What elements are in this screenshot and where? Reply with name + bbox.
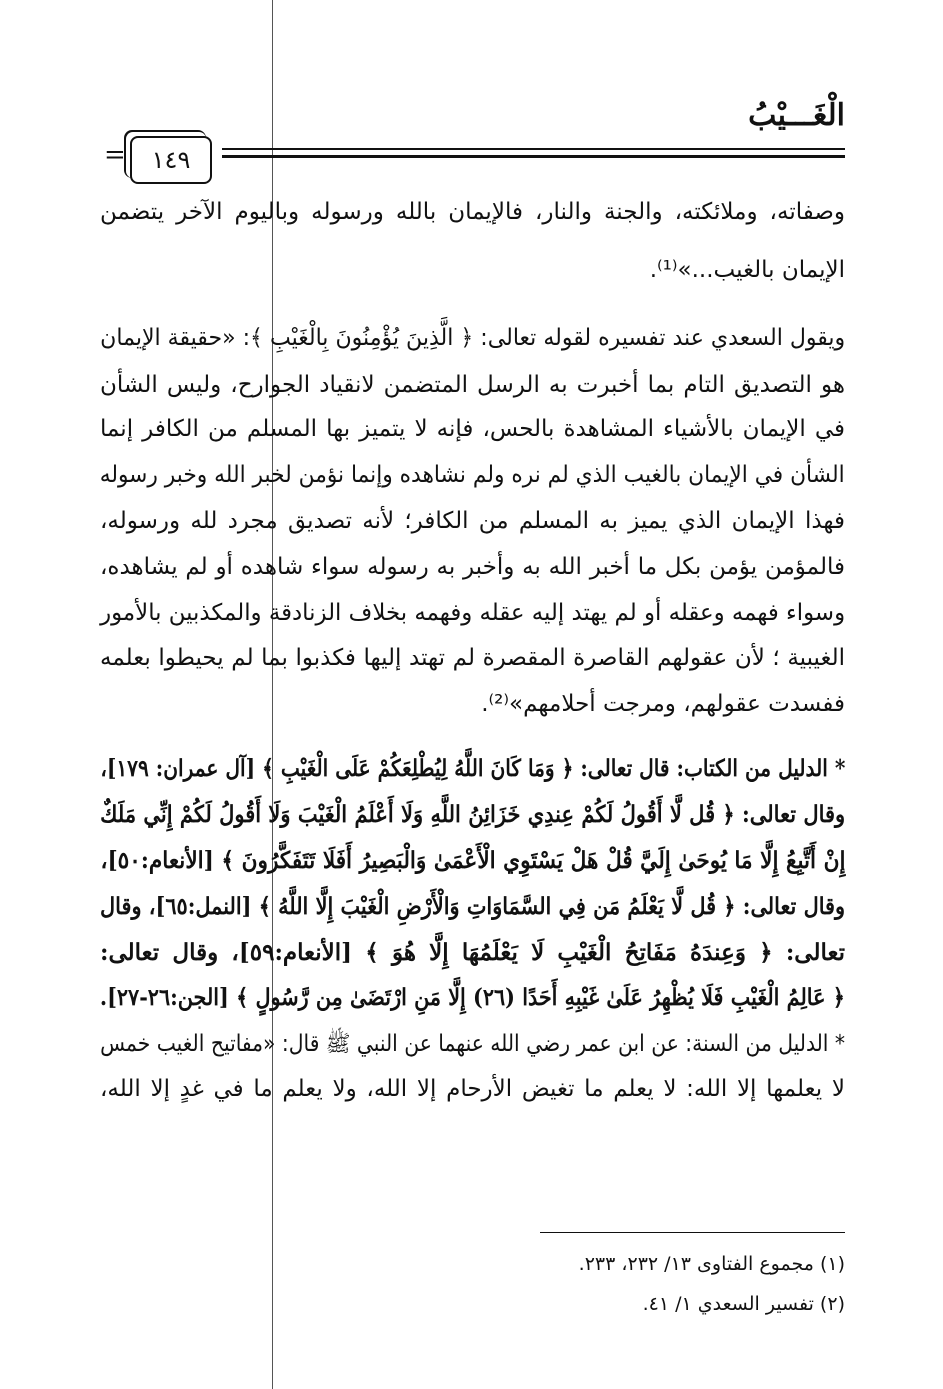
header-rule bbox=[222, 155, 845, 158]
body-line: فالمؤمن يؤمن بكل ما أخبر الله به وأخبر به رسوله سواء شاهده أو لم يشاهده، bbox=[100, 554, 845, 580]
body-line: فهذا الإيمان الذي يميز به المسلم من الكافر؛ لأنه تصديق مجرد لله ورسوله، bbox=[100, 508, 845, 534]
body-line: هو التصديق التام بما أخبرت به الرسل المتضمن لانقياد الجوارح، وليس الشأن bbox=[100, 372, 845, 398]
body-line: الغيبية ؛ لأن عقولهم القاصرة المقصرة لم تهتد إليها فكذبوا بما لم يحيطوا بعلمه bbox=[100, 645, 845, 671]
body-line: في الإيمان بالأشياء المشاهدة بالحس، فإنه لا يتميز بها المسلم من الكافر إنما bbox=[100, 416, 845, 442]
page-number: ١٤٩ bbox=[130, 136, 212, 184]
body-line: ففسدت عقولهم، ومرجت أحلامهم»⁽²⁾. bbox=[481, 691, 845, 717]
quran-line: تعالى: ﴿ وَعِندَهُ مَفَاتِحُ الْغَيْبِ لَا يَعْلَمُهَا إِلَّا هُوَ ﴾ [الأنعام:٥٩]، وقال تعالى: bbox=[100, 939, 845, 966]
header-rule bbox=[222, 148, 845, 150]
body-line: وسواء فهمه وعقله أو لم يهتد إليه عقله وفهمه بخلاف الزنادقة والمكذبين بالأمور bbox=[99, 600, 845, 626]
body-line: لا يعلمها إلا الله: لا يعلم ما تغيض الأرحام إلا الله، ولا يعلم ما في غدٍ إلا الله، bbox=[100, 1076, 845, 1102]
body-line: * الدليل من الكتاب: قال تعالى: ﴿ وَمَا كَانَ اللَّهُ لِيُطْلِعَكُمْ عَلَى الْغَيْبِ ﴾ [آل عمران: ١٧٩]، bbox=[99, 755, 845, 782]
quran-line: وقال تعالى: ﴿ قُل لَّا أَقُولُ لَكُمْ عِندِي خَزَائِنُ اللَّهِ وَلَا أَعْلَمُ الْغَيْبَ وَلَا أَقُولُ لَكُمْ إِنِّي مَلَكٌ bbox=[99, 801, 845, 828]
footnote-rule bbox=[540, 1232, 845, 1233]
body-line: الإيمان بالغيب...»⁽¹⁾. bbox=[649, 257, 845, 283]
body-line: ويقول السعدي عند تفسيره لقوله تعالى: ﴿ الَّذِينَ يُؤْمِنُونَ بِالْغَيْبِ ﴾: «حقيقة الإيمان bbox=[99, 325, 845, 351]
body-line: * الدليل من السنة: عن ابن عمر رضي الله عنهما عن النبي ﷺ قال: «مفاتيح الغيب خمس bbox=[100, 1031, 845, 1057]
header-ornament: = bbox=[104, 140, 126, 170]
quran-line: ﴿ عَالِمُ الْغَيْبِ فَلَا يُظْهِرُ عَلَىٰ غَيْبِهِ أَحَدًا (٢٦) إِلَّا مَنِ ارْتَضَىٰ مِن رَّسُولٍ ﴾ [الجن:٢٦-٢٧]. bbox=[99, 984, 845, 1011]
footnote: (١) مجموع الفتاوى ١٣/ ٢٣٢، ٢٣٣. bbox=[578, 1253, 845, 1275]
body-line: وصفاته، وملائكته، والجنة والنار، فالإيمان بالله ورسوله وباليوم الآخر يتضمن bbox=[100, 199, 845, 225]
running-header-title: الْغَـــيْبُ bbox=[748, 98, 845, 133]
quran-line: إِنْ أَتَّبِعُ إِلَّا مَا يُوحَىٰ إِلَيَّ قُلْ هَلْ يَسْتَوِي الْأَعْمَىٰ وَالْبَصِيرُ أَفَلَا تَتَفَكَّرُونَ ﴾ [الأنعام:٥٠]، bbox=[100, 847, 845, 874]
footnote: (٢) تفسير السعدي ١/ ٤١. bbox=[642, 1293, 845, 1315]
quran-line: وقال تعالى: ﴿ قُل لَّا يَعْلَمُ مَن فِي السَّمَاوَاتِ وَالْأَرْضِ الْغَيْبَ إِلَّا اللَّهُ ﴾ [النمل:٦٥]، وقال bbox=[99, 893, 845, 920]
body-line: الشأن في الإيمان بالغيب الذي لم نره ولم نشاهده وإنما نؤمن لخبر الله وخبر رسوله bbox=[99, 462, 845, 488]
